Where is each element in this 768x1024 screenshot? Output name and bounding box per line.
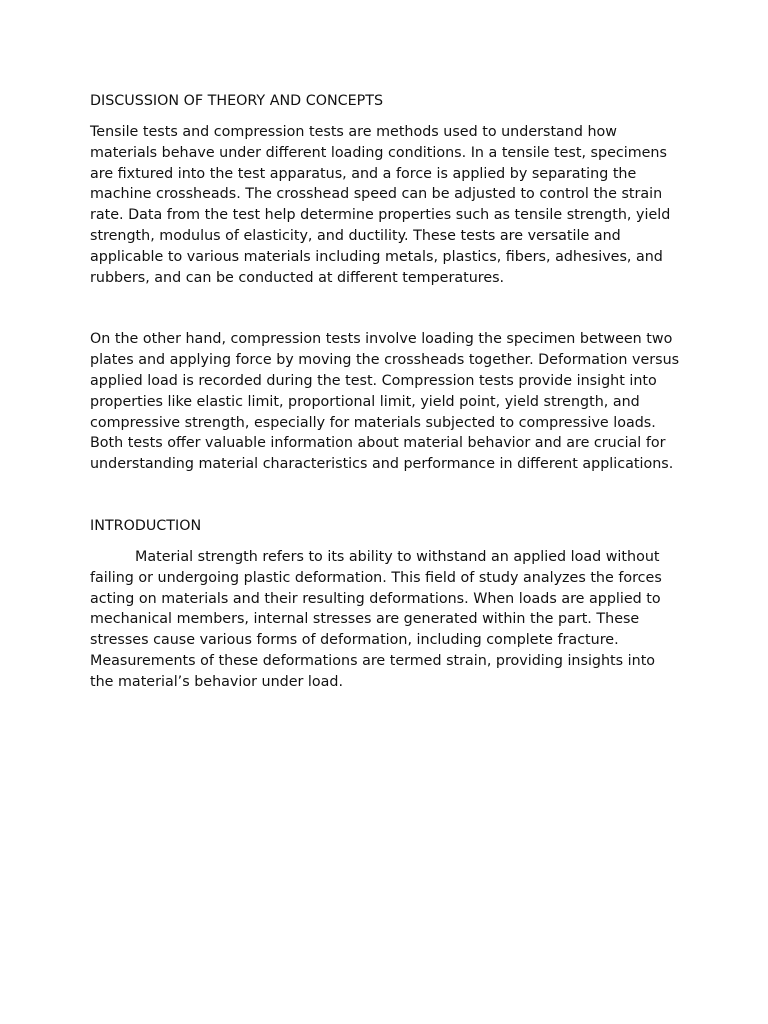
paragraph-material-strength: Material strength refers to its ability to withstand an applied load without failing or undergoing plastic deformation. This field of study analyzes the forces acting on materials and their resulting deformations. When loads are applied to mechanical members, internal stresses are generated within the part. These stresses cause various forms of deformation, including complete fracture. Measurements of these deformations are termed strain, providing insights into the material’s behavior under load.	[90, 548, 662, 690]
section-heading-introduction: INTRODUCTION	[90, 517, 202, 534]
document-page	[90, 91, 680, 693]
paragraph-tensile-tests: Tensile tests and compression tests are methods used to understand how materials behave under different loading conditions. In a tensile test, specimens are fixtured into the test apparatus, and a force is applied by separating the machine crossheads. The crosshead speed can be adjusted to control the strain rate. Data from the test help determine properties such as tensile strength, yield strength, modulus of elasticity, and ductility. These tests are versatile and applicable to various materials including metals, plastics, fibers, adhesives, and rubbers, and can be conducted at different temperatures.	[90, 124, 671, 286]
section-heading-discussion: DISCUSSION OF THEORY AND CONCEPTS	[90, 93, 384, 109]
paragraph-compression-tests: On the other hand, compression tests involve loading the specimen between two plates and applying force by moving the crossheads together. Deformation versus applied load is recorded during the test. Compression tests provide insight into properties like elastic limit, proportional limit, yield point, yield strength, and compressive strength, especially for materials subjected to compressive loads. Both tests offer valuable information about material behavior and are crucial for understanding material characteristics and performance in different applications.	[90, 331, 680, 473]
